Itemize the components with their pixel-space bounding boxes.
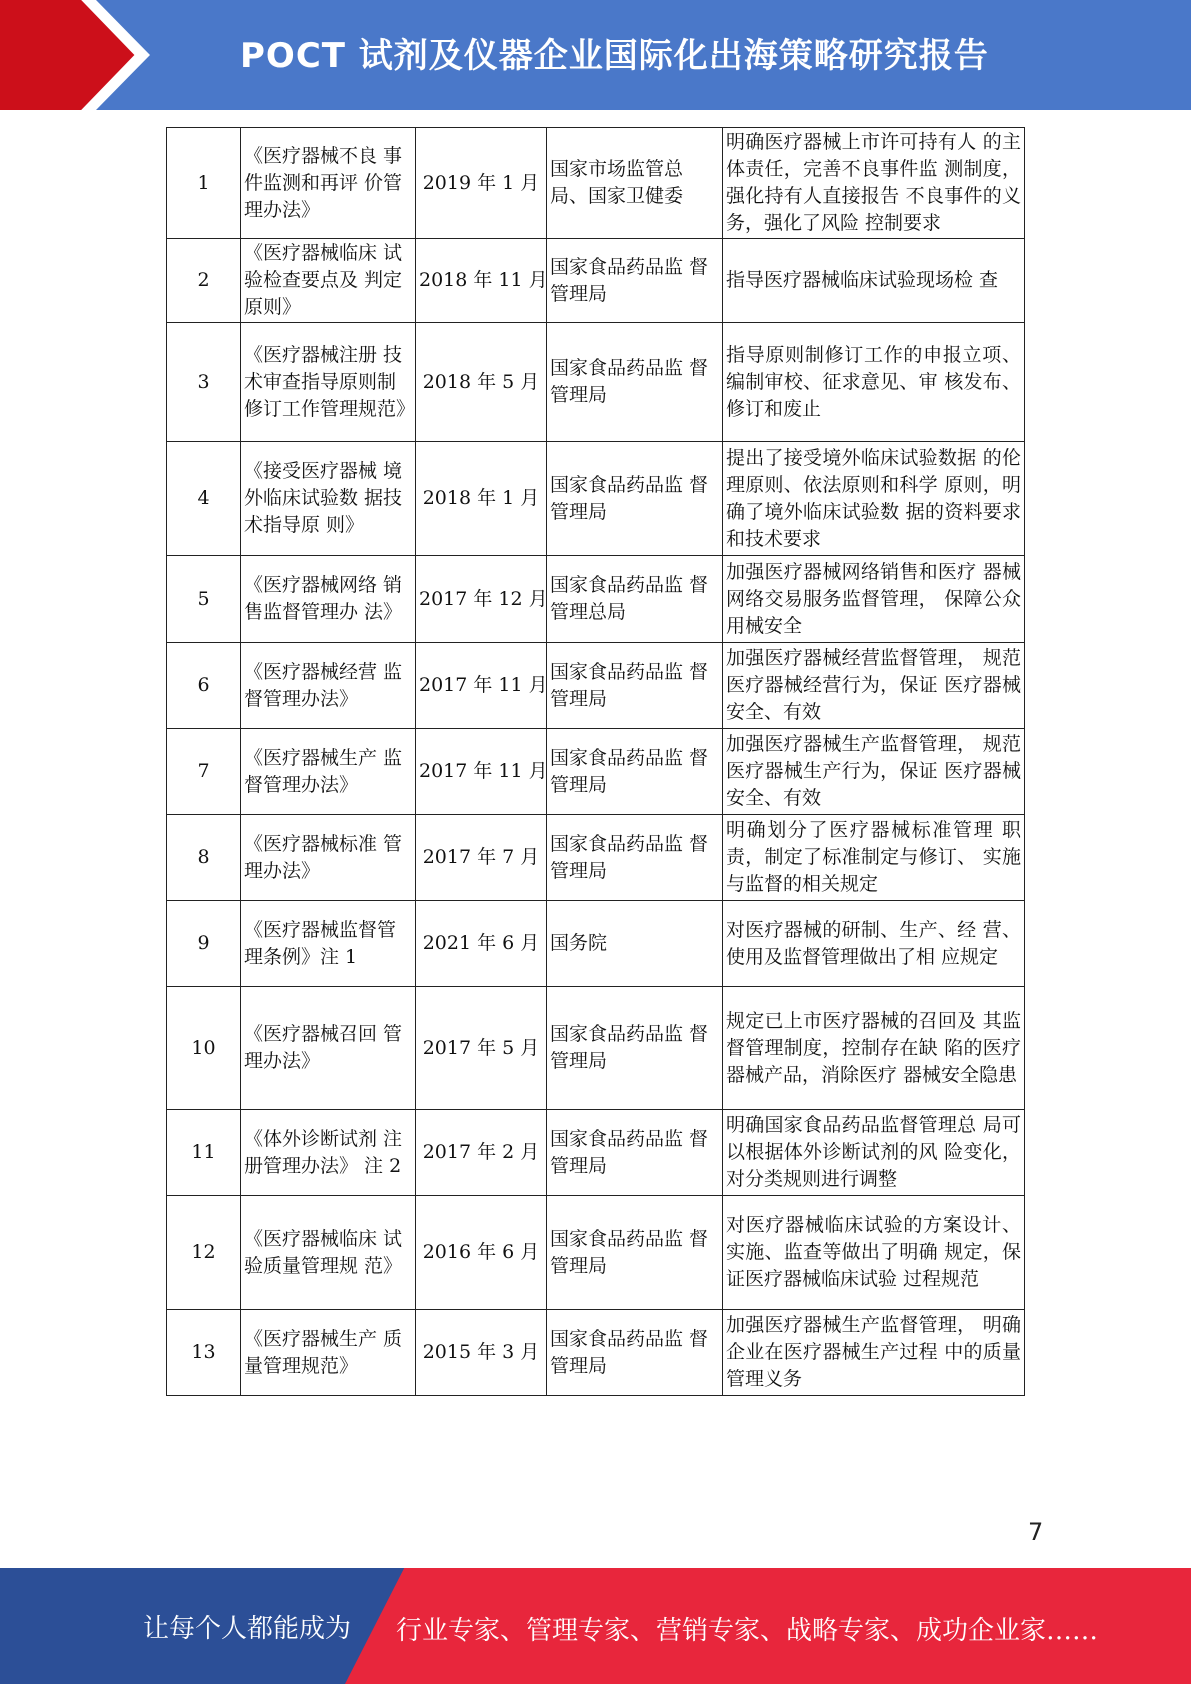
table-row	[167, 901, 1025, 987]
regulation-name: 《医疗器械召回 管理办法》	[241, 987, 416, 1110]
regulation-description: 明确医疗器械上市许可持有人 的主体责任，完善不良事件监 测制度，强化持有人直接报告 不良事件的义务，强化了风险 控制要求	[723, 128, 1025, 239]
regulation-description: 指导原则制修订工作的申报立项、编制审校、征求意见、审 核发布、修订和废止	[723, 323, 1025, 442]
regulation-name: 《接受医疗器械 境外临床试验数 据技术指导原 则》	[241, 442, 416, 556]
regulation-name: 《医疗器械生产 质量管理规范》	[241, 1310, 416, 1396]
row-number: 10	[167, 987, 241, 1110]
table-row	[167, 987, 1025, 1110]
table-row	[167, 815, 1025, 901]
footer-slogan-right: 行业专家、管理专家、营销专家、战略专家、成功企业家……	[396, 1616, 1099, 1646]
table-row	[167, 323, 1025, 442]
issuing-authority: 国家食品药品监 督管理局	[547, 323, 723, 442]
row-number: 9	[167, 901, 241, 987]
issue-date: 2018 年 1 月	[416, 442, 547, 556]
footer-slogan-left: 让每个人都能成为	[143, 1614, 352, 1644]
regulation-description: 明确国家食品药品监督管理总 局可以根据体外诊断试剂的风 险变化，对分类规则进行调整	[723, 1110, 1025, 1196]
issuing-authority: 国家食品药品监 督管理局	[547, 1196, 723, 1310]
regulation-description: 对医疗器械临床试验的方案设计、实施、监查等做出了明确 规定，保证医疗器械临床试验 过程规范	[723, 1196, 1025, 1310]
regulation-name: 《医疗器械经营 监督管理办法》	[241, 643, 416, 729]
issue-date: 2017 年 5 月	[416, 987, 547, 1110]
issue-date: 2018 年 11 月	[416, 239, 547, 323]
page-footer	[0, 1568, 1191, 1684]
table-row	[167, 239, 1025, 323]
issuing-authority: 国家食品药品监 督管理局	[547, 1110, 723, 1196]
table-row	[167, 442, 1025, 556]
table-row	[167, 128, 1025, 239]
issuing-authority: 国家食品药品监 督管理局	[547, 987, 723, 1110]
issue-date: 2017 年 2 月	[416, 1110, 547, 1196]
table-row	[167, 729, 1025, 815]
regulation-name: 《医疗器械临床 试验质量管理规 范》	[241, 1196, 416, 1310]
row-number: 1	[167, 128, 241, 239]
regulation-name: 《医疗器械不良 事件监测和再评 价管理办法》	[241, 128, 416, 239]
row-number: 11	[167, 1110, 241, 1196]
regulation-description: 明确划分了医疗器械标准管理 职责，制定了标准制定与修订、 实施与监督的相关规定	[723, 815, 1025, 901]
issuing-authority: 国家食品药品监 督管理总局	[547, 556, 723, 643]
page-number: 7	[1028, 1518, 1044, 1546]
issue-date: 2021 年 6 月	[416, 901, 547, 987]
regulation-name: 《医疗器械标准 管理办法》	[241, 815, 416, 901]
row-number: 5	[167, 556, 241, 643]
row-number: 7	[167, 729, 241, 815]
row-number: 6	[167, 643, 241, 729]
row-number: 8	[167, 815, 241, 901]
regulation-description: 加强医疗器械网络销售和医疗 器械网络交易服务监督管理， 保障公众用械安全	[723, 556, 1025, 643]
regulation-name: 《医疗器械网络 销售监督管理办 法》	[241, 556, 416, 643]
issue-date: 2018 年 5 月	[416, 323, 547, 442]
issue-date: 2019 年 1 月	[416, 128, 547, 239]
row-number: 3	[167, 323, 241, 442]
issue-date: 2017 年 11 月	[416, 729, 547, 815]
issuing-authority: 国务院	[547, 901, 723, 987]
regulation-name: 《医疗器械注册 技术审查指导原则制修订工作管理规范》	[241, 323, 416, 442]
issue-date: 2016 年 6 月	[416, 1196, 547, 1310]
row-number: 12	[167, 1196, 241, 1310]
regulation-description: 规定已上市医疗器械的召回及 其监督管理制度，控制存在缺 陷的医疗器械产品，消除医疗 器械安全隐患	[723, 987, 1025, 1110]
regulation-description: 加强医疗器械生产监督管理， 明确企业在医疗器械生产过程 中的质量管理义务	[723, 1310, 1025, 1396]
table-row	[167, 1310, 1025, 1396]
report-title: POCT 试剂及仪器企业国际化出海策略研究报告	[240, 36, 989, 76]
issue-date: 2015 年 3 月	[416, 1310, 547, 1396]
table-row	[167, 643, 1025, 729]
regulation-description: 对医疗器械的研制、生产、经 营、使用及监督管理做出了相 应规定	[723, 901, 1025, 987]
regulation-description: 加强医疗器械经营监督管理， 规范医疗器械经营行为，保证 医疗器械安全、有效	[723, 643, 1025, 729]
issuing-authority: 国家食品药品监 督管理局	[547, 239, 723, 323]
regulation-description: 加强医疗器械生产监督管理， 规范医疗器械生产行为，保证 医疗器械安全、有效	[723, 729, 1025, 815]
issuing-authority: 国家食品药品监 督管理局	[547, 815, 723, 901]
regulations-table	[166, 127, 1025, 1396]
issue-date: 2017 年 7 月	[416, 815, 547, 901]
row-number: 13	[167, 1310, 241, 1396]
table-row	[167, 1196, 1025, 1310]
regulation-description: 指导医疗器械临床试验现场检 查	[723, 239, 1025, 323]
header-arrow-icon	[0, 0, 140, 110]
issuing-authority: 国家食品药品监 督管理局	[547, 643, 723, 729]
issue-date: 2017 年 12 月	[416, 556, 547, 643]
regulation-description: 提出了接受境外临床试验数据 的伦理原则、依法原则和科学 原则，明确了境外临床试验数 据的资料要求和技术要求	[723, 442, 1025, 556]
issuing-authority: 国家市场监管总局、国家卫健委	[547, 128, 723, 239]
regulation-name: 《医疗器械监督管理条例》注 1	[241, 901, 416, 987]
page-header	[0, 0, 1191, 110]
issuing-authority: 国家食品药品监 督管理局	[547, 729, 723, 815]
table-row	[167, 556, 1025, 643]
issuing-authority: 国家食品药品监 督管理局	[547, 1310, 723, 1396]
row-number: 4	[167, 442, 241, 556]
issue-date: 2017 年 11 月	[416, 643, 547, 729]
regulation-name: 《医疗器械生产 监督管理办法》	[241, 729, 416, 815]
table-row	[167, 1110, 1025, 1196]
regulation-name: 《体外诊断试剂 注册管理办法》 注 2	[241, 1110, 416, 1196]
regulation-name: 《医疗器械临床 试验检查要点及 判定原则》	[241, 239, 416, 323]
issuing-authority: 国家食品药品监 督管理局	[547, 442, 723, 556]
row-number: 2	[167, 239, 241, 323]
